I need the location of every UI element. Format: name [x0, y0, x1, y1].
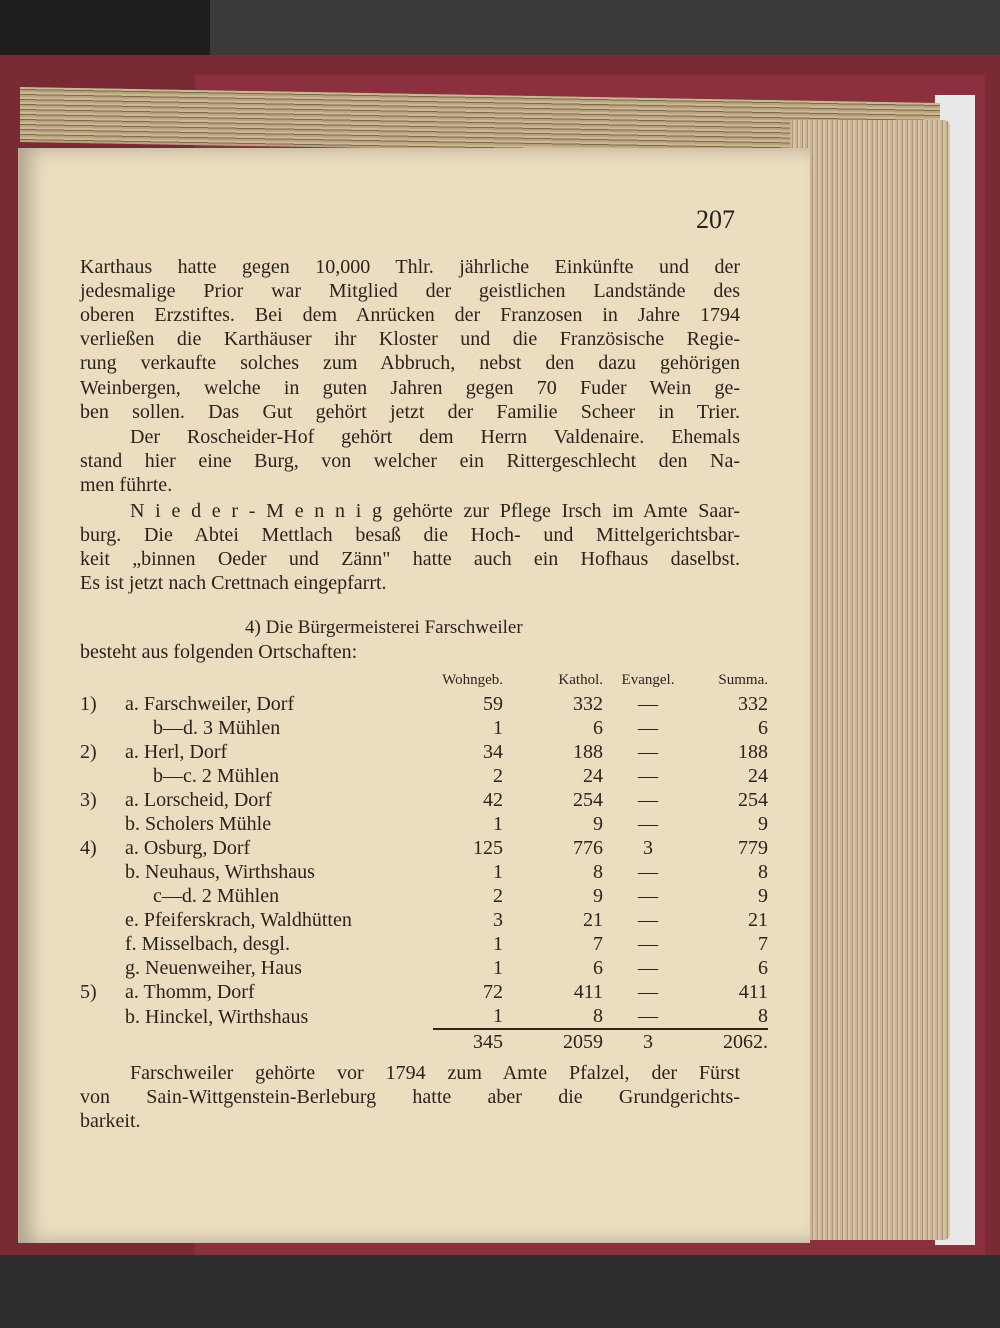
- text-line: oberen Erzstiftes. Bei dem Anrücken der Franzosen in Jahre 1794: [80, 304, 740, 326]
- page-number: 207: [696, 205, 735, 234]
- table-row: [80, 764, 768, 788]
- table-row: [80, 884, 768, 908]
- table-row: [80, 740, 768, 764]
- place-name: g. Neuenweiher, Haus: [125, 957, 302, 979]
- row-number: 5): [80, 981, 97, 1003]
- kathol-value: 9: [593, 885, 603, 907]
- wohngeb-value: 1: [493, 813, 503, 835]
- evangel-value: —: [638, 1005, 658, 1027]
- wohngeb-value: 59: [483, 693, 503, 715]
- text-line: Der Roscheider-Hof gehört dem Herrn Valdenaire. Ehemals: [130, 426, 740, 448]
- evangel-value: —: [638, 957, 658, 979]
- row-number: [80, 908, 125, 932]
- evangel-value: —: [638, 693, 658, 715]
- row-number: [80, 956, 125, 980]
- evangel-value: —: [638, 933, 658, 955]
- table-row: [80, 812, 768, 836]
- evangel-value: 3: [643, 837, 653, 859]
- summa-value: 9: [758, 885, 768, 907]
- row-number: [80, 860, 125, 884]
- summa-value: 411: [738, 981, 768, 1003]
- summa-value: 24: [748, 765, 768, 787]
- background: [0, 0, 210, 60]
- table-header-row: [80, 668, 768, 692]
- summa-value: 6: [758, 957, 768, 979]
- text-line: barkeit.: [80, 1110, 141, 1132]
- header-summa: Summa.: [718, 672, 768, 688]
- wohngeb-value: 1: [493, 717, 503, 739]
- place-name: a. Osburg, Dorf: [125, 837, 251, 859]
- wohngeb-value: 2: [493, 765, 503, 787]
- kathol-value: 8: [593, 861, 603, 883]
- kathol-value: 411: [573, 981, 603, 1003]
- total-evangel: 3: [603, 1029, 693, 1054]
- total-wohngeb: 345: [433, 1029, 503, 1054]
- kathol-value: 6: [593, 717, 603, 739]
- place-name: a. Herl, Dorf: [125, 741, 228, 763]
- kathol-value: 188: [573, 741, 603, 763]
- table-row: [80, 788, 768, 812]
- wohngeb-value: 1: [493, 861, 503, 883]
- total-kathol: 2059: [503, 1029, 603, 1054]
- summa-value: 7: [758, 933, 768, 955]
- summa-value: 188: [738, 741, 768, 763]
- kathol-value: 8: [593, 1005, 603, 1027]
- table-row: [80, 908, 768, 932]
- wohngeb-value: 1: [493, 957, 503, 979]
- section-intro: besteht aus folgenden Ortschaften:: [80, 641, 358, 663]
- header-wohngeb: Wohngeb.: [442, 672, 503, 688]
- text-line: N i e d e r - M e n n i g gehörte zur Pflege Irsch im Amte Saar-: [130, 500, 740, 522]
- row-number: 2): [80, 741, 97, 763]
- evangel-value: —: [638, 861, 658, 883]
- row-number: [80, 812, 125, 836]
- row-number: [80, 932, 125, 956]
- text-line: rung verkaufte solches zum Abbruch, nebst den dazu gehörigen: [80, 352, 740, 374]
- table-row: [80, 1004, 768, 1029]
- wohngeb-value: 34: [483, 741, 503, 763]
- summa-value: 6: [758, 717, 768, 739]
- kathol-value: 254: [573, 789, 603, 811]
- kathol-value: 776: [573, 837, 603, 859]
- place-name: b—c. 2 Mühlen: [153, 765, 280, 787]
- summa-value: 8: [758, 1005, 768, 1027]
- text-line: burg. Die Abtei Mettlach besaß die Hoch- und Mittelgerichtsbar-: [80, 524, 740, 546]
- row-number: [80, 1004, 125, 1029]
- place-name: a. Thomm, Dorf: [125, 981, 255, 1003]
- section-heading: 4) Die Bürgermeisterei Farschweiler: [245, 617, 523, 638]
- text-line: keit „binnen Oeder und Zänn" hatte auch ein Hofhaus daselbst.: [80, 548, 740, 570]
- evangel-value: —: [638, 765, 658, 787]
- text-line: Es ist jetzt nach Crettnach eingepfarrt.: [80, 572, 387, 594]
- place-name: b. Neuhaus, Wirthshaus: [125, 861, 315, 883]
- row-number: 1): [80, 693, 97, 715]
- total-summa: 2062.: [693, 1029, 768, 1054]
- summa-value: 254: [738, 789, 768, 811]
- wohngeb-value: 1: [493, 933, 503, 955]
- summa-value: 779: [738, 837, 768, 859]
- kathol-value: 24: [583, 765, 603, 787]
- evangel-value: —: [638, 741, 658, 763]
- table-row: [80, 956, 768, 980]
- row-number: [80, 764, 125, 788]
- summa-value: 8: [758, 861, 768, 883]
- evangel-value: —: [638, 813, 658, 835]
- wohngeb-value: 42: [483, 789, 503, 811]
- kathol-value: 332: [573, 693, 603, 715]
- place-name: b. Scholers Mühle: [125, 813, 272, 835]
- page-edges-side: [790, 120, 950, 1240]
- wohngeb-value: 3: [493, 909, 503, 931]
- row-number: [80, 884, 125, 908]
- evangel-value: —: [638, 909, 658, 931]
- row-number: 4): [80, 837, 97, 859]
- text-line: Karthaus hatte gegen 10,000 Thlr. jährliche Einkünfte und der: [80, 256, 740, 278]
- wohngeb-value: 1: [493, 1005, 503, 1027]
- kathol-value: 6: [593, 957, 603, 979]
- table-row: [80, 692, 768, 716]
- table-row: [80, 716, 768, 740]
- text-line: ben sollen. Das Gut gehört jetzt der Familie Scheer in Trier.: [80, 401, 740, 423]
- row-number: [80, 716, 125, 740]
- place-name: e. Pfeiferskrach, Waldhütten: [125, 909, 352, 931]
- evangel-value: —: [638, 717, 658, 739]
- summa-value: 9: [758, 813, 768, 835]
- place-name: a. Farschweiler, Dorf: [125, 693, 295, 715]
- evangel-value: —: [638, 789, 658, 811]
- text-line: men führte.: [80, 474, 173, 496]
- text-line: Weinbergen, welche in guten Jahren gegen 70 Fuder Wein ge-: [80, 377, 740, 399]
- table-row: [80, 932, 768, 956]
- text-line: stand hier eine Burg, von welcher ein Rittergeschlecht den Na-: [80, 450, 740, 472]
- wohngeb-value: 2: [493, 885, 503, 907]
- place-name: b—d. 3 Mühlen: [153, 717, 281, 739]
- table-row: [80, 860, 768, 884]
- text-line: von Sain-Wittgenstein-Berleburg hatte aber die Grundgerichts-: [80, 1086, 740, 1108]
- text-line: verließen die Karthäuser ihr Kloster und die Französische Regie-: [80, 328, 740, 350]
- text-line: Farschweiler gehörte vor 1794 zum Amte Pfalzel, der Fürst: [130, 1062, 740, 1084]
- totals-row: [80, 1029, 768, 1054]
- place-name: a. Lorscheid, Dorf: [125, 789, 272, 811]
- summa-value: 332: [738, 693, 768, 715]
- kathol-value: 7: [593, 933, 603, 955]
- summa-value: 21: [748, 909, 768, 931]
- place-name: f. Misselbach, desgl.: [125, 933, 290, 955]
- wohngeb-value: 125: [473, 837, 503, 859]
- kathol-value: 21: [583, 909, 603, 931]
- kathol-value: 9: [593, 813, 603, 835]
- place-name: b. Hinckel, Wirthshaus: [125, 1005, 309, 1028]
- population-table: [80, 668, 768, 1054]
- place-name: c—d. 2 Mühlen: [153, 885, 280, 907]
- table-row: [80, 980, 768, 1004]
- text-line: jedesmalige Prior war Mitglied der geistlichen Landstände des: [80, 280, 740, 302]
- evangel-value: —: [638, 981, 658, 1003]
- header-kathol: Kathol.: [558, 672, 603, 688]
- table-row: [80, 836, 768, 860]
- header-evangel: Evangel.: [621, 672, 675, 688]
- evangel-value: —: [638, 885, 658, 907]
- row-number: 3): [80, 789, 97, 811]
- wohngeb-value: 72: [483, 981, 503, 1003]
